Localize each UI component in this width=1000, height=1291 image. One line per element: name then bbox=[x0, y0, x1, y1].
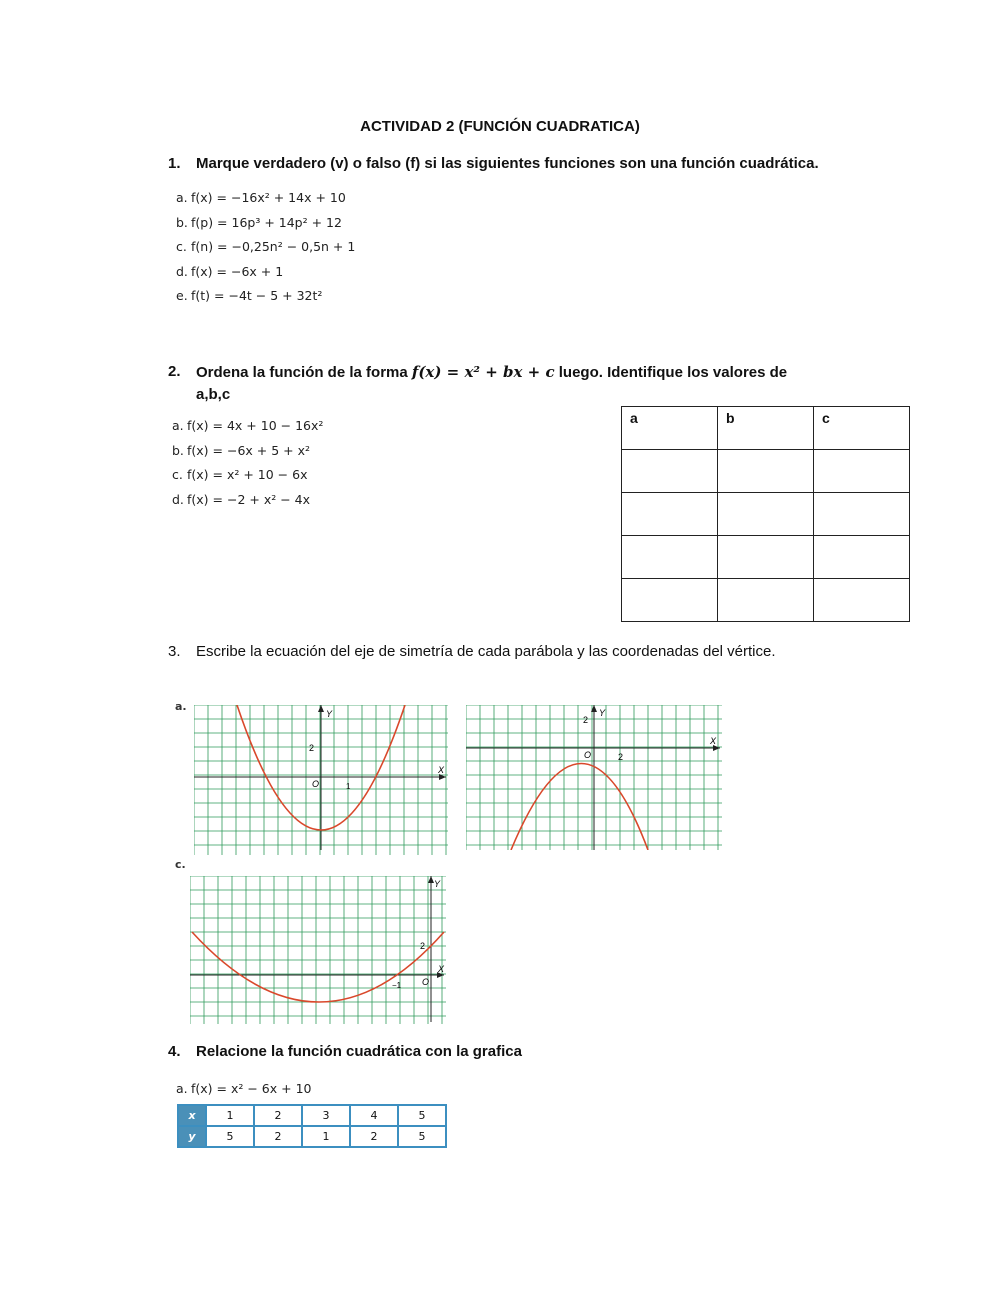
answer-cell[interactable] bbox=[814, 450, 910, 493]
q2-function-list bbox=[172, 414, 323, 512]
table-row bbox=[178, 1105, 446, 1126]
y-value: 2 bbox=[254, 1126, 302, 1147]
table-row bbox=[622, 450, 910, 493]
table-row bbox=[622, 493, 910, 536]
y-axis-arrow bbox=[318, 705, 324, 712]
answer-cell[interactable] bbox=[718, 536, 814, 579]
parabola-curve bbox=[192, 932, 444, 1002]
formula: f(x) = x² + bx + c bbox=[411, 363, 555, 381]
xy-value-table bbox=[177, 1104, 447, 1148]
list-item: c. f(n) = −0,25n² − 0,5n + 1 bbox=[176, 239, 356, 255]
y-axis-label: Y bbox=[434, 879, 441, 889]
question-text: Marque verdadero (v) o falso (f) si las siguientes funciones son una función cuadrática. bbox=[196, 155, 819, 172]
y-value: 5 bbox=[206, 1126, 254, 1147]
answer-cell[interactable] bbox=[814, 536, 910, 579]
plot-label-c: c. bbox=[175, 858, 186, 871]
parabola-curve bbox=[511, 764, 648, 851]
x-value: 3 bbox=[302, 1105, 350, 1126]
list-item: b. f(p) = 16p³ + 14p² + 12 bbox=[176, 214, 342, 230]
answer-cell[interactable] bbox=[718, 450, 814, 493]
x-value: 2 bbox=[254, 1105, 302, 1126]
list-item: e. f(t) = −4t − 5 + 32t² bbox=[176, 288, 323, 304]
question-text: Escribe la ecuación del eje de simetría de cada parábola y las coordenadas del vértice. bbox=[196, 643, 776, 660]
q4-function: a. f(x) = x² − 6x + 10 bbox=[176, 1081, 312, 1096]
x-value: 5 bbox=[398, 1105, 446, 1126]
answer-cell[interactable] bbox=[622, 450, 718, 493]
x-value: 4 bbox=[350, 1105, 398, 1126]
question-number: 4. bbox=[168, 1043, 181, 1060]
question-number: 2. bbox=[168, 363, 181, 380]
x-axis-label: X bbox=[438, 765, 445, 775]
list-item: d. f(x) = −2 + x² − 4x bbox=[172, 491, 310, 507]
y-value: 2 bbox=[350, 1126, 398, 1147]
list-item: c. f(x) = x² + 10 − 6x bbox=[172, 467, 308, 483]
x-value: 1 bbox=[206, 1105, 254, 1126]
origin-label: O bbox=[312, 779, 320, 789]
header-a: a bbox=[622, 407, 718, 450]
origin-label: O bbox=[584, 750, 592, 760]
y-axis-label: Y bbox=[599, 708, 606, 718]
tick-label-y: 2 bbox=[309, 743, 315, 753]
question-number: 3. bbox=[168, 643, 181, 660]
table-header-row bbox=[622, 407, 910, 450]
page-title: ACTIVIDAD 2 (FUNCIÓN CUADRATICA) bbox=[360, 118, 640, 135]
parabola-plot-a bbox=[194, 705, 448, 855]
answer-cell[interactable] bbox=[622, 493, 718, 536]
answer-cell[interactable] bbox=[718, 579, 814, 622]
answer-cell[interactable] bbox=[622, 536, 718, 579]
parabola-plot-b bbox=[466, 705, 722, 850]
answer-cell[interactable] bbox=[814, 579, 910, 622]
question-number: 1. bbox=[168, 155, 181, 172]
question-text: Relacione la función cuadrática con la grafica bbox=[196, 1043, 522, 1060]
q1-function-list bbox=[176, 186, 355, 309]
tick-label-y: 2 bbox=[583, 715, 589, 725]
plot-label-a: a. bbox=[175, 700, 187, 713]
answer-cell[interactable] bbox=[622, 579, 718, 622]
table-row bbox=[178, 1126, 446, 1147]
origin-label: O bbox=[422, 977, 430, 987]
question-2-line2: a,b,c bbox=[196, 386, 231, 403]
y-value: 5 bbox=[398, 1126, 446, 1147]
x-axis-label: X bbox=[710, 736, 717, 746]
table-row bbox=[622, 579, 910, 622]
answer-table bbox=[621, 406, 910, 622]
y-header: y bbox=[178, 1126, 206, 1147]
y-value: 1 bbox=[302, 1126, 350, 1147]
answer-cell[interactable] bbox=[718, 493, 814, 536]
header-b: b bbox=[718, 407, 814, 450]
x-header: x bbox=[178, 1105, 206, 1126]
header-c: c bbox=[814, 407, 910, 450]
answer-cell[interactable] bbox=[814, 493, 910, 536]
list-item: a. f(x) = −16x² + 14x + 10 bbox=[176, 190, 346, 205]
parabola-plot-c bbox=[190, 876, 446, 1024]
x-axis-label: X bbox=[438, 964, 445, 974]
list-item: a. f(x) = 4x + 10 − 16x² bbox=[172, 418, 324, 433]
y-axis-label: Y bbox=[326, 709, 333, 719]
tick-label-x: 2 bbox=[618, 752, 624, 762]
tick-label-x: −1 bbox=[392, 981, 402, 990]
tick-label-x: 1 bbox=[346, 782, 351, 791]
table-row bbox=[622, 536, 910, 579]
list-item: b. f(x) = −6x + 5 + x² bbox=[172, 442, 310, 458]
list-item: d. f(x) = −6x + 1 bbox=[176, 263, 284, 279]
tick-label-y: 2 bbox=[420, 941, 426, 951]
